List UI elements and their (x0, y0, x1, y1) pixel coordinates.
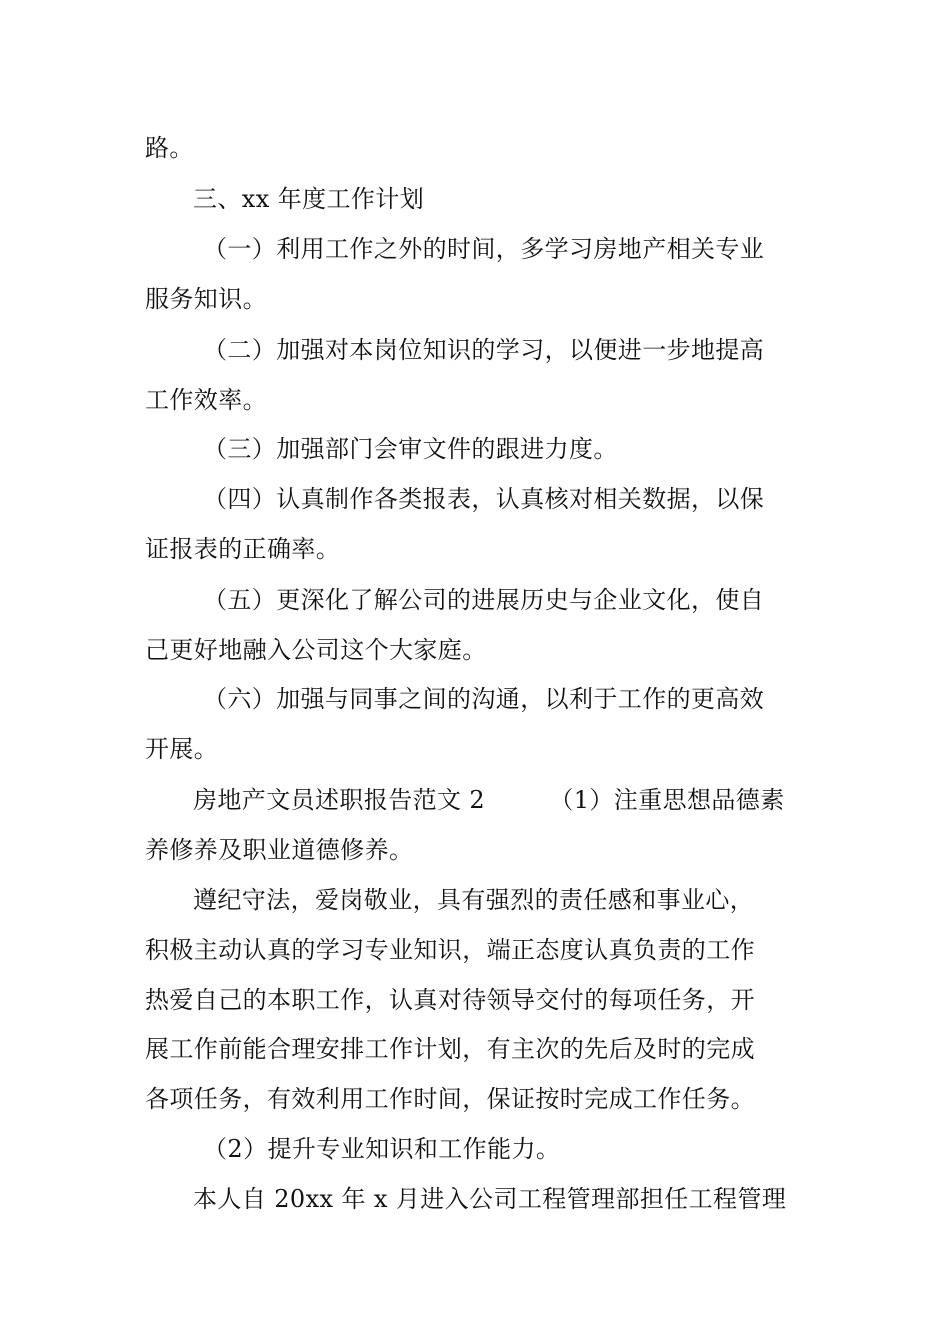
text-line: 开展。 (145, 735, 219, 763)
text-line: （2）提升专业知识和工作能力。 (203, 1135, 561, 1163)
text-line: 证报表的正确率。 (145, 535, 341, 563)
text-line: 遵纪守法，爱岗敬业，具有强烈的责任感和事业心， (193, 886, 755, 914)
text-line: （三）加强部门会审文件的跟进力度。 (203, 435, 618, 463)
text-line: 展工作前能合理安排工作计划，有主次的先后及时的完成 (145, 1035, 755, 1063)
text-line: 房地产文员述职报告范文 2 （1）注重思想品德素 (193, 786, 785, 814)
text-line: 养修养及职业道德修养。 (145, 836, 414, 864)
text-line: （五）更深化了解公司的进展历史与企业文化，使自 (203, 586, 765, 614)
text-line: 本人自 20xx 年 x 月进入公司工程管理部担任工程管理 (193, 1185, 787, 1213)
text-line: 服务知识。 (145, 285, 267, 313)
section-heading: 三、xx 年度工作计划 (193, 185, 425, 213)
text-line: 积极主动认真的学习专业知识，端正态度认真负责的工作 (145, 936, 755, 964)
text-line: （一）利用工作之外的时间，多学习房地产相关专业 (203, 235, 765, 263)
text-line: （六）加强与同事之间的沟通，以利于工作的更高效 (203, 685, 765, 713)
text-line: （四）认真制作各类报表，认真核对相关数据，以保 (203, 485, 765, 513)
text-line: （二）加强对本岗位知识的学习，以便进一步地提高 (203, 336, 765, 364)
text-line: 己更好地融入公司这个大家庭。 (145, 636, 487, 664)
text-line: 路。 (145, 134, 194, 162)
text-line: 热爱自己的本职工作，认真对待领导交付的每项任务，开 (145, 986, 755, 1014)
text-line: 工作效率。 (145, 386, 267, 414)
text-line: 各项任务，有效利用工作时间，保证按时完成工作任务。 (145, 1085, 755, 1113)
